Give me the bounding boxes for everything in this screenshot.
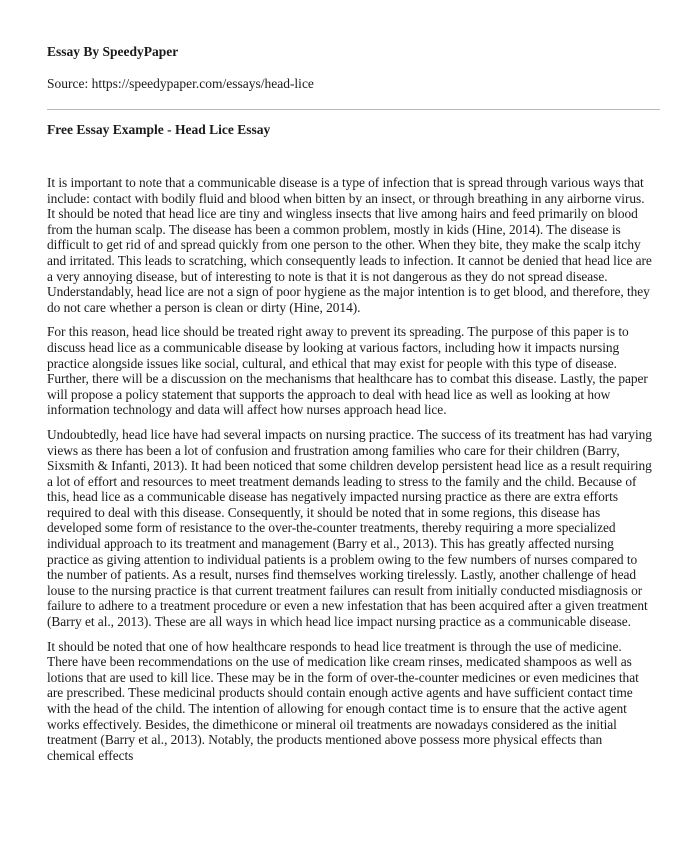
essay-title: Free Essay Example - Head Lice Essay: [47, 122, 271, 137]
essay-author-heading: Essay By SpeedyPaper: [47, 44, 179, 59]
paragraph-2: For this reason, head lice should be treated right away to prevent its spreading. The purpose of this paper is to discuss head lice as a communicable disease by looking at various factors, including how it impacts nursing practice alongside issues like social, cultural, and ethical that may exist for people with this type of disease. Further, there will be a discussion on the mechanisms that healthcare has to combat this disease. Lastly, the paper will propose a policy statement that supports the approach to deal with head lice as well as looking at how information technology and data will affect how nurses approach head lice.: [47, 324, 648, 418]
paragraph-4: It should be noted that one of how healthcare responds to head lice treatment is through the use of medicine. There have been recommendations on the use of medication like cream rinses, medicated shampoos as well as lotions that are used to kill lice. These may be in the form of over-the-counter medicines or even medicines that are prescribed. These medicinal products should contain enough active agents and have sufficient contact time with the head of the child. The intention of allowing for enough contact time is to ensure that the active agent works effectively. Besides, the dimethicone or mineral oil treatments are nowadays considered as the initial treatment (Barry et al., 2013). Notably, the products mentioned above possess more physical effects than chemical effects: [47, 638, 639, 763]
paragraph-1: It is important to note that a communicable disease is a type of infection that is spread through various ways that include: contact with bodily fluid and blood when bitten by an insect, or through breathing in any airborne virus. It should be noted that head lice are tiny and wingless insects that live among hairs and feed primarily on blood from the human scalp. The disease has been a common problem, mostly in kids (Hine, 2014). The disease is difficult to get rid of and spread quickly from one person to the other. When they bite, they make the scalp itchy and irritated. This leads to scratching, which consequently leads to infection. It cannot be denied that head lice are a very annoying disease, but of interesting to note is that it is not dangerous as they do not spread disease. Understandably, head lice are not a sign of poor hygiene as the major intention is to get blood, and therefore, they do not care whether a person is clean or dirty (Hine, 2014).: [47, 175, 652, 315]
paragraph-3: Undoubtedly, head lice have had several impacts on nursing practice. The success of its treatment has had varying views as there has been a lot of confusion and frustration among families who care for their children (Barry, Sixsmith & Infanti, 2013). It had been noticed that some children develop persistent head lice as a result requiring a lot of effort and resources to meet treatment demands leading to stress to the family and the child. Because of this, head lice as a communicable disease has negatively impacted nursing practice as there are extra efforts required to deal with this disease. Consequently, it should be noted that in some regions, this disease has developed some form of resistance to the over-the-counter treatments, thereby requiring a more specialized individual approach to its treatment and management (Barry et al., 2013). This has greatly affected nursing practice as giving attention to individual patients is a problem owing to the few numbers of nurses compared to the number of patients. As a result, nurses find themselves working tirelessly. Lastly, another challenge of head louse to the nursing practice is that current treatment failures can result from initially conducted misdiagnosis or failure to adhere to a treatment procedure or even a new infestation that has been acquired after a given treatment (Barry et al., 2013). These are all ways in which head lice impact nursing practice as a communicable disease.: [47, 426, 652, 630]
essay-body: [47, 175, 653, 763]
source-line: Source: https://speedypaper.com/essays/head-lice: [47, 76, 314, 91]
header-divider: [47, 109, 660, 110]
